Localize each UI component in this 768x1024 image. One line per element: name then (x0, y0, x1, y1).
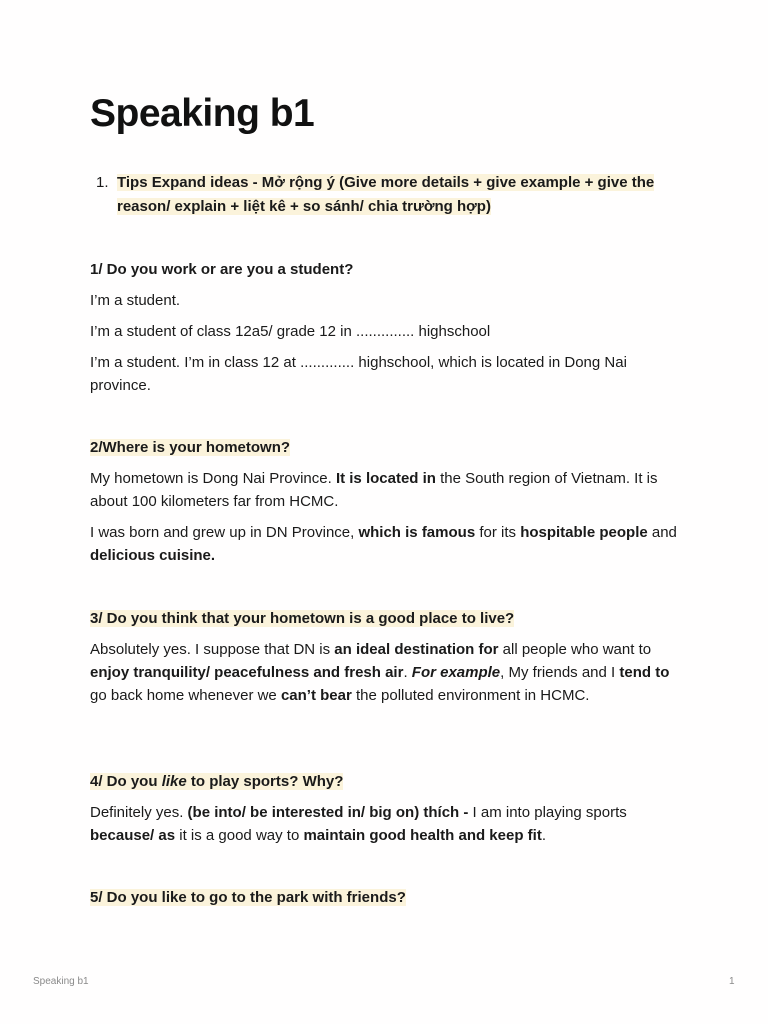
page-title: Speaking b1 (90, 92, 315, 135)
answer-1-1: I’m a student. (90, 292, 181, 309)
answer-1-3: I’m a student. I’m in class 12 at ............. highschool, which is located in Dong Nai province. (90, 354, 627, 394)
question-5: 5/ Do you like to go to the park with friends? (90, 889, 406, 906)
question-1-section (90, 258, 680, 405)
question-3: 3/ Do you think that your hometown is a good place to live? (90, 610, 515, 627)
question-4: 4/ Do you like to play sports? Why? (90, 773, 344, 790)
question-2-section (90, 436, 680, 575)
footer-document-title: Speaking b1 (33, 976, 89, 987)
answer-4-1: Definitely yes. (be into/ be interested in/ big on) thích - I am into playing sports because/ as it is a good way to maintain good health and keep fit. (90, 804, 627, 844)
footer-page-number: 1 (729, 976, 735, 987)
question-3-section (90, 607, 680, 715)
tip-list-item (90, 171, 680, 219)
tip-text: Tips Expand ideas - Mở rộng ý (Give more details + give example + give the reason/ explain + liệt kê + so sánh/ chia trường hợp) (117, 174, 655, 215)
answer-2-2: I was born and grew up in DN Province, which is famous for its hospitable people and delicious cuisine. (90, 524, 677, 564)
list-number: 1. (96, 174, 109, 191)
question-2: 2/Where is your hometown? (90, 439, 291, 456)
question-1: 1/ Do you work or are you a student? (90, 261, 354, 278)
question-5-section (90, 886, 680, 917)
answer-1-2: I’m a student of class 12a5/ grade 12 in .............. highschool (90, 323, 491, 340)
answer-2-1: My hometown is Dong Nai Province. It is located in the South region of Vietnam. It is about 100 kilometers far from HCMC. (90, 470, 658, 510)
answer-3-1: Absolutely yes. I suppose that DN is an ideal destination for all people who want to enjoy tranquility/ peacefulness and fresh air. For example, My friends and I tend to go back home whenever we can’t bear the polluted environment in HCMC. (90, 641, 670, 704)
question-4-section (90, 770, 680, 855)
